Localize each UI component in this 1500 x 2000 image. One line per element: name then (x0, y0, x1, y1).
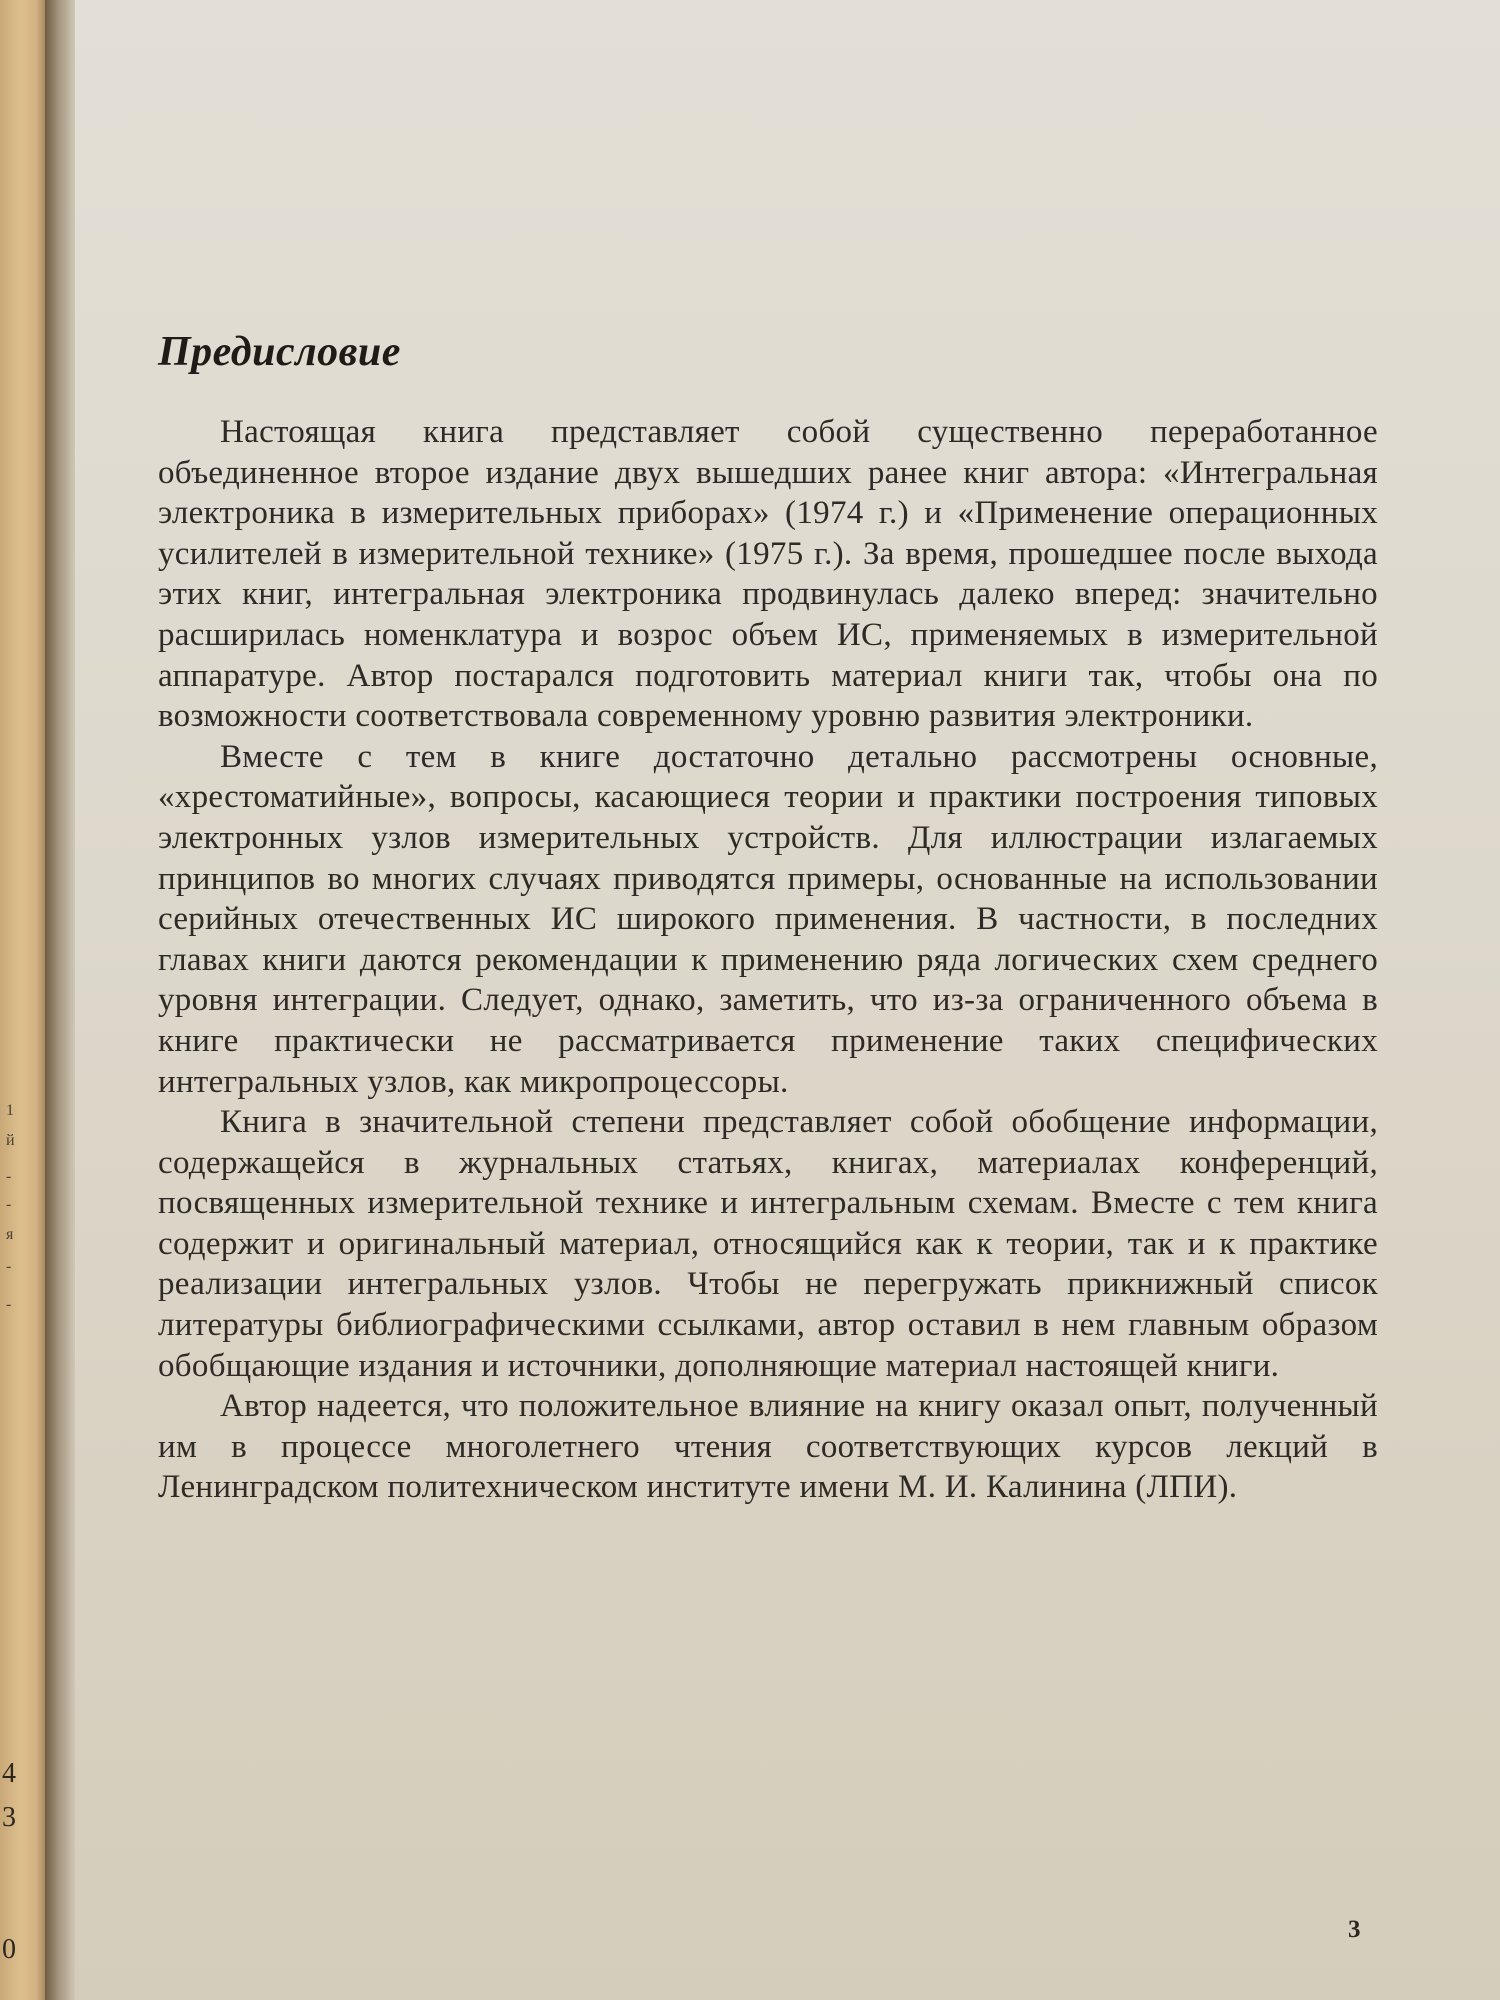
left-fragment: - (6, 1168, 12, 1185)
left-fragment: - (6, 1258, 12, 1275)
left-fragment: й (6, 1132, 15, 1149)
left-fragment: - (6, 1296, 12, 1313)
paragraph-4: Автор надеется, что положительное влияние на книгу оказал опыт, полученный им в процессе многолетнего чтения соответствующих курсов лекций в Ленинградском политехническом институте имени М. И. Калинина (ЛПИ). (158, 1388, 1378, 1506)
page-content (158, 328, 1378, 1508)
left-fragment: 0 (2, 1934, 16, 1965)
left-fragment: я (6, 1226, 14, 1243)
left-fragment: 3 (2, 1802, 16, 1833)
page-number: 3 (1348, 1916, 1361, 1943)
paragraph-1: Настоящая книга представляет собой существенно переработанное объединенное второе издание двух вышедших ранее книг автора: «Интегральная электроника в измерительных приборах» (1974 г.) и «Применение операционных усилителей в измерительной технике» (1975 г.). За время, прошедшее после выхода этих книг, интегральная электроника продвинулась далеко вперед: значительно расширилась номенклатура и возрос объем ИС, применяемых в измерительной аппаратуре. Автор постарался подготовить материал книги так, чтобы она по возможности соответствовала современному уровню развития электроники. (158, 414, 1378, 735)
left-fragment: - (6, 1196, 12, 1213)
page-title: Предисловие (158, 329, 401, 375)
left-page-text-fragments (0, 0, 45, 2000)
paragraph-3: Книга в значительной степени представляет собой обобщение информации, содержащейся в журнальных статьях, книгах, материалах конференций, посвященных измерительной технике и интегральным схемам. Вместе с тем книга содержит и оригинальный материал, относящийся как к теории, так и к практике реализации интегральных узлов. Чтобы не перегружать прикнижный список литературы библиографическими ссылками, автор оставил в нем главным образом обобщающие издания и источники, дополняющие материал настоящей книги. (158, 1104, 1378, 1384)
paragraph-2: Вместе с тем в книге достаточно детально рассмотрены основные, «хрестоматийные», вопросы, касающиеся теории и практики построения типовых электронных узлов измерительных устройств. Для иллюстрации излагаемых принципов во многих случаях приводятся примеры, основанные на использовании серийных отечественных ИС широкого применения. В частности, в последних главах книги даются рекомендации к применению ряда логических схем среднего уровня интеграции. Следует, однако, заметить, что из-за ограниченного объема в книге практически не рассматривается применение таких специфических интегральных узлов, как микропроцессоры. (158, 738, 1378, 1100)
left-fragment: 4 (2, 1758, 16, 1789)
book-gutter (45, 0, 75, 2000)
left-fragment: 1 (6, 1102, 14, 1119)
